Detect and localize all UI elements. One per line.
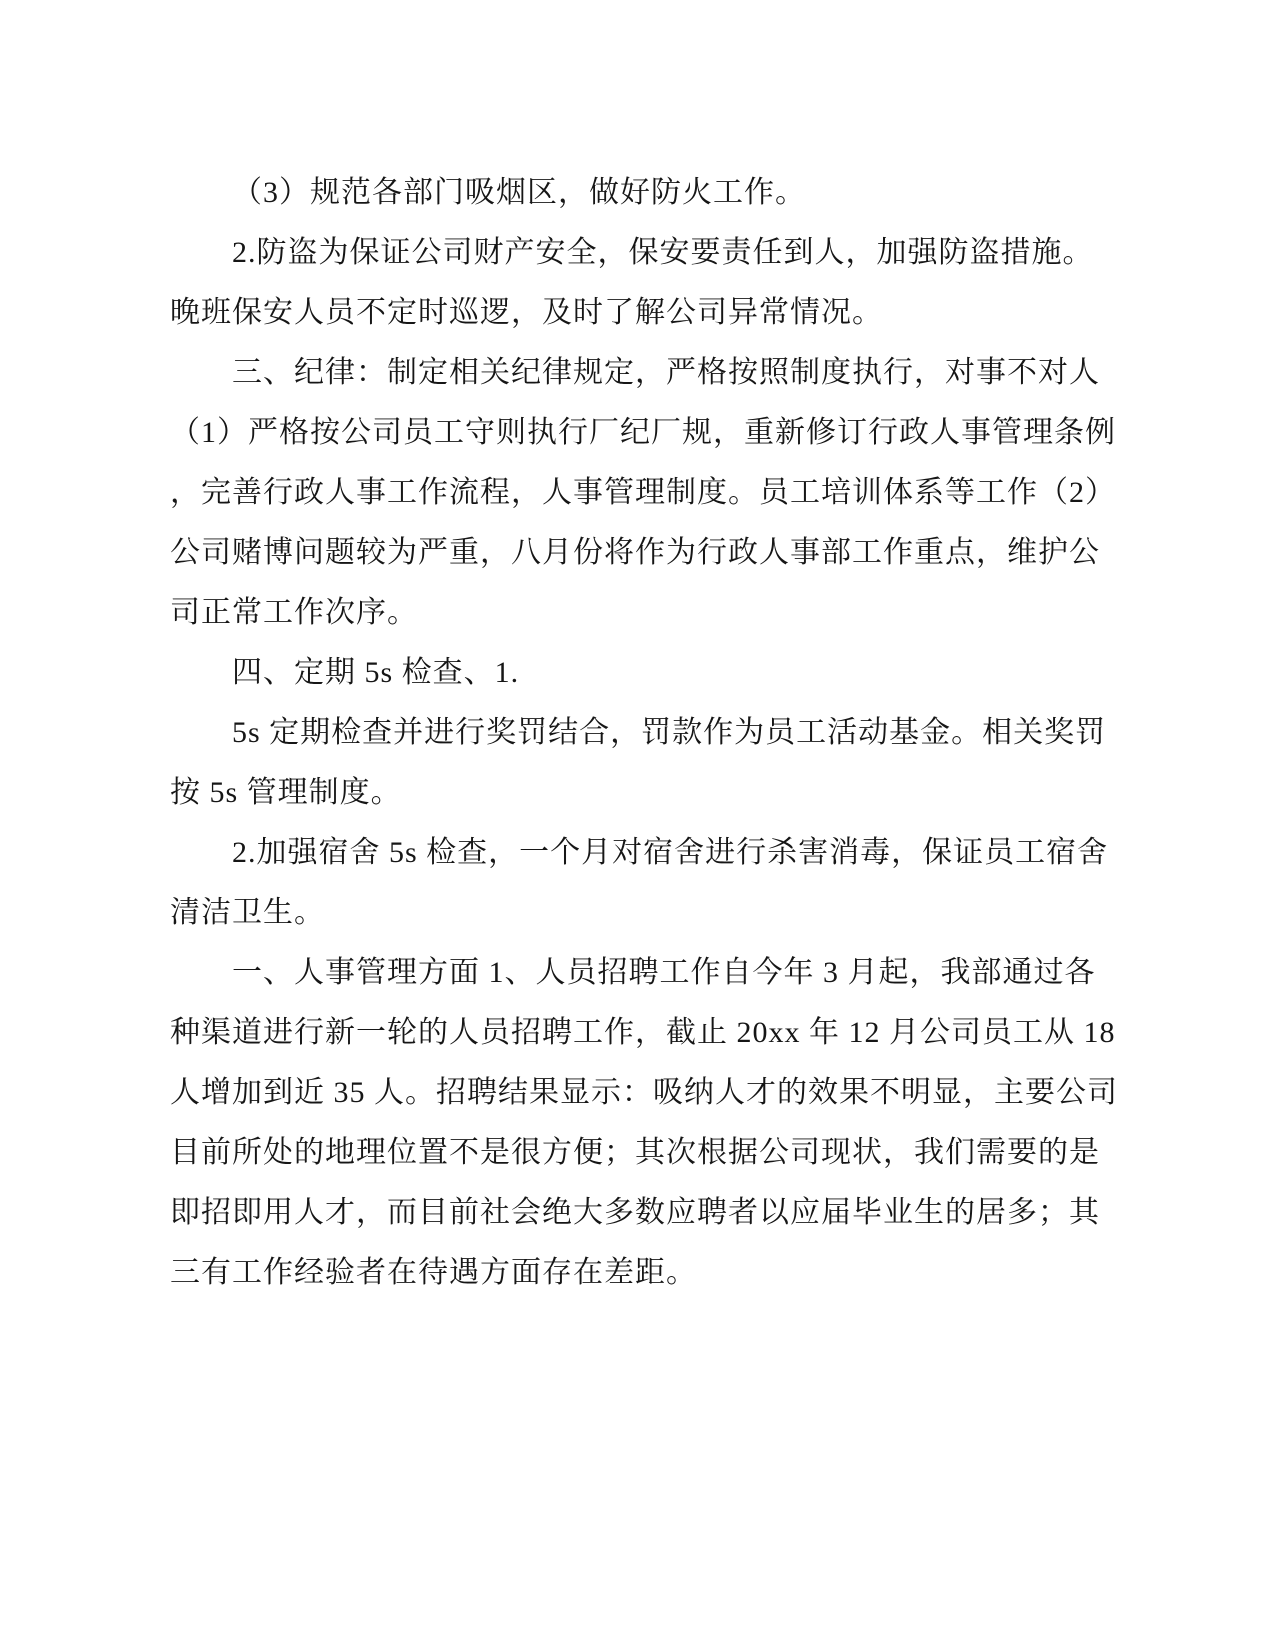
text-line: 种渠道进行新一轮的人员招聘工作，截止 20xx 年 12 月公司员工从 18 bbox=[170, 1016, 1116, 1049]
text-line: 三、纪律：制定相关纪律规定，严格按照制度执行，对事不对人 bbox=[232, 356, 1100, 389]
text-line: 三有工作经验者在待遇方面存在差距。 bbox=[170, 1256, 697, 1289]
text-line: 2.防盗为保证公司财产安全，保安要责任到人，加强防盗措施。 bbox=[232, 236, 1094, 269]
text-line: 按 5s 管理制度。 bbox=[170, 776, 402, 809]
text-line: 一、人事管理方面 1、人员招聘工作自今年 3 月起，我部通过各 bbox=[232, 956, 1096, 989]
text-line: 晚班保安人员不定时巡逻，及时了解公司异常情况。 bbox=[170, 296, 883, 329]
text-line: 人增加到近 35 人。招聘结果显示：吸纳人才的效果不明显，主要公司 bbox=[170, 1076, 1118, 1109]
text-line: 清洁卫生。 bbox=[170, 896, 325, 929]
text-line: 四、定期 5s 检查、1. bbox=[232, 656, 520, 689]
text-line: 即招即用人才，而目前社会绝大多数应聘者以应届毕业生的居多；其 bbox=[170, 1196, 1100, 1229]
text-line: 公司赌博问题较为严重，八月份将作为行政人事部工作重点，维护公 bbox=[170, 536, 1100, 569]
text-line: （3）规范各部门吸烟区，做好防火工作。 bbox=[232, 176, 806, 209]
text-line: 2.加强宿舍 5s 检查，一个月对宿舍进行杀害消毒，保证员工宿舍 bbox=[232, 836, 1109, 869]
text-line: 目前所处的地理位置不是很方便；其次根据公司现状，我们需要的是 bbox=[170, 1136, 1100, 1169]
text-line: （1）严格按公司员工守则执行厂纪厂规，重新修订行政人事管理条例 bbox=[170, 416, 1116, 449]
text-line: 5s 定期检查并进行奖罚结合，罚款作为员工活动基金。相关奖罚 bbox=[232, 716, 1107, 749]
text-line: 司正常工作次序。 bbox=[170, 596, 418, 629]
text-line: ，完善行政人事工作流程，人事管理制度。员工培训体系等工作（2） bbox=[170, 476, 1116, 509]
